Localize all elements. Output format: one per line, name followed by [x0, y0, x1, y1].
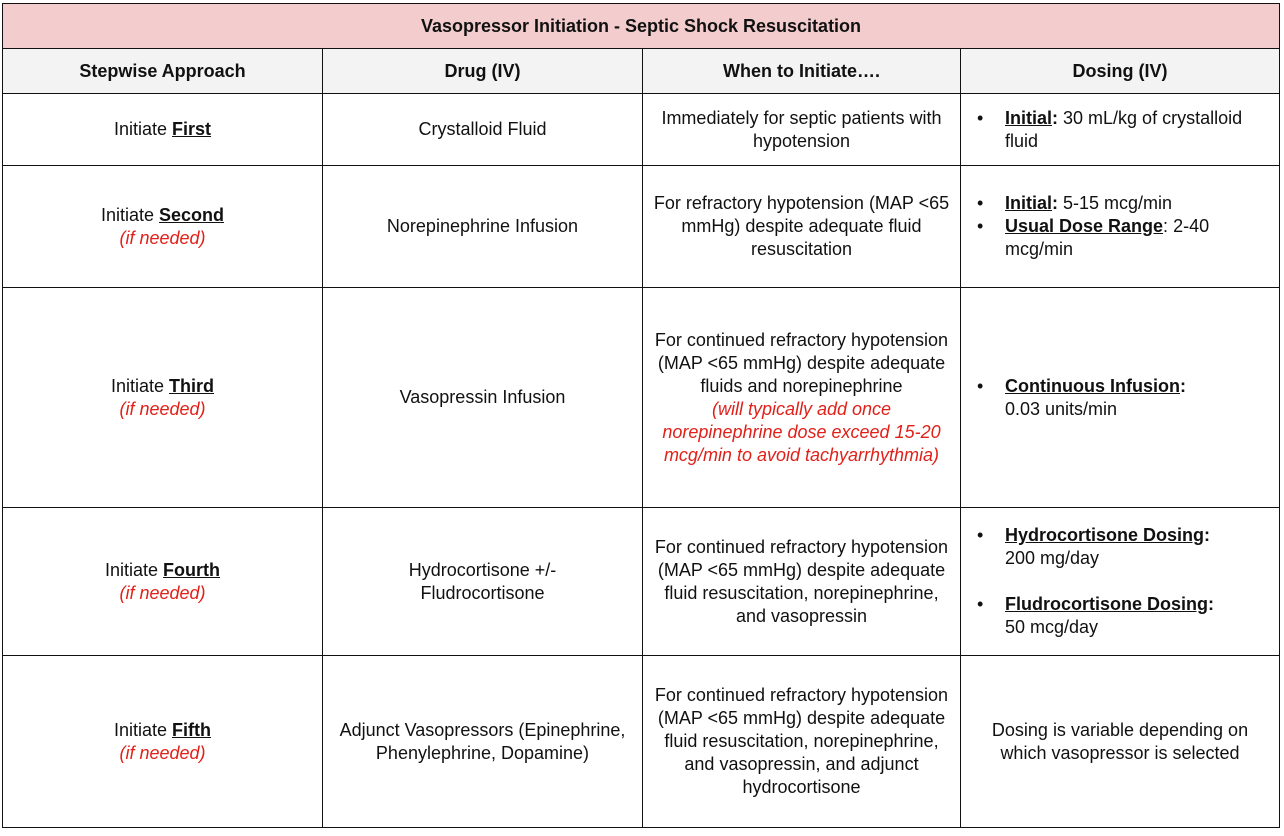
dosing-cell	[961, 166, 1280, 288]
step-prefix: Initiate	[113, 119, 173, 139]
dosing-text: 200 mg/day	[1005, 548, 1100, 568]
dosing-colon: :	[1052, 193, 1059, 213]
dosing-item	[971, 524, 1269, 570]
when-cell	[643, 288, 961, 508]
dosing-label: Hydrocortisone Dosing	[1005, 525, 1205, 545]
dosing-colon: :	[1208, 594, 1215, 614]
dosing-label: Fludrocortisone Dosing	[1005, 594, 1209, 614]
step-prefix: Initiate	[104, 559, 164, 580]
step-word: Fifth	[172, 719, 212, 740]
header-drug: Drug (IV)	[323, 49, 643, 94]
when-text: For continued refractory hypotension (MAP <65 mmHg) despite adequate fluid resuscitation, norepinephrine, and vasopressin, and adjunct hydrocortisone	[654, 685, 949, 797]
dosing-text: 2-40 mcg/min	[1005, 216, 1210, 259]
dosing-label: Initial	[1005, 193, 1053, 213]
dosing-colon: :	[1204, 525, 1211, 545]
header-when: When to Initiate….	[643, 49, 961, 94]
step-note: (if needed)	[119, 742, 206, 763]
dosing-plain-text: Dosing is variable depending on which vasopressor is selected	[991, 719, 1249, 763]
dosing-label: Usual Dose Range	[1005, 216, 1164, 236]
step-note: (if needed)	[119, 227, 206, 248]
drug-cell: Vasopressin Infusion	[323, 288, 643, 508]
table-row	[3, 94, 1280, 166]
dosing-list	[971, 375, 1269, 421]
dosing-cell	[961, 94, 1280, 166]
step-word: Third	[169, 375, 215, 396]
drug-cell: Norepinephrine Infusion	[323, 166, 643, 288]
step-prefix: Initiate	[110, 375, 170, 396]
step-note: (if needed)	[119, 582, 206, 603]
table-row	[3, 166, 1280, 288]
dosing-colon: :	[1052, 107, 1059, 128]
dosing-item	[971, 593, 1269, 639]
dosing-cell	[961, 656, 1280, 828]
when-text: Immediately for septic patients with hypotension	[661, 107, 942, 151]
dosing-colon: :	[1179, 375, 1186, 396]
when-cell	[643, 656, 961, 828]
when-text: For refractory hypotension (MAP <65 mmHg) despite adequate fluid resuscitation	[653, 193, 950, 259]
drug-text: Hydrocortisone +/- Fludrocortisone	[408, 559, 557, 603]
header-stepwise: Stepwise Approach	[3, 49, 323, 94]
drug-cell: Crystalloid Fluid	[323, 94, 643, 166]
dosing-colon: :	[1163, 216, 1169, 236]
when-text: For continued refractory hypotension (MAP <65 mmHg) despite adequate fluid resuscitation, norepinephrine, and vasopressin	[654, 536, 949, 626]
header-row	[3, 49, 1280, 94]
dosing-cell	[961, 508, 1280, 656]
dosing-item	[971, 192, 1269, 215]
step-cell	[3, 508, 323, 656]
step-word: First	[172, 119, 212, 139]
dosing-label: Initial	[1005, 107, 1053, 128]
dosing-cell	[961, 288, 1280, 508]
step-cell	[3, 288, 323, 508]
when-cell	[643, 94, 961, 166]
dosing-item	[971, 107, 1269, 153]
step-note: (if needed)	[119, 398, 206, 419]
dosing-list	[971, 107, 1269, 153]
when-text: For continued refractory hypotension (MAP <65 mmHg) despite adequate fluids and norepinephrine	[654, 329, 949, 396]
table-row	[3, 508, 1280, 656]
when-note: (will typically add once norepinephrine dose exceed 15-20 mcg/min to avoid tachyarrhythmia)	[662, 398, 941, 465]
dosing-text: 5-15 mcg/min	[1058, 193, 1173, 213]
table-row	[3, 656, 1280, 828]
dosing-item	[971, 375, 1269, 421]
drug-cell	[323, 508, 643, 656]
table-row	[3, 288, 1280, 508]
when-cell	[643, 166, 961, 288]
dosing-list	[971, 524, 1269, 639]
dosing-list	[971, 192, 1269, 261]
step-prefix: Initiate	[113, 719, 173, 740]
step-cell	[3, 656, 323, 828]
step-prefix: Initiate	[100, 204, 160, 225]
dosing-label: Continuous Infusion	[1005, 375, 1180, 396]
when-cell	[643, 508, 961, 656]
dosing-item	[971, 215, 1269, 261]
step-word: Fourth	[163, 559, 221, 580]
title-row	[3, 4, 1280, 49]
header-dosing: Dosing (IV)	[961, 49, 1280, 94]
step-cell	[3, 166, 323, 288]
step-cell	[3, 94, 323, 166]
vasopressor-table	[2, 3, 1280, 828]
drug-cell: Adjunct Vasopressors (Epinephrine, Phenylephrine, Dopamine)	[323, 656, 643, 828]
table-title: Vasopressor Initiation - Septic Shock Resuscitation	[3, 4, 1280, 49]
dosing-text: 0.03 units/min	[1005, 398, 1118, 419]
dosing-text: 30 mL/kg of crystalloid fluid	[1005, 107, 1243, 151]
dosing-text: 50 mcg/day	[1005, 617, 1099, 637]
step-word: Second	[159, 204, 225, 225]
